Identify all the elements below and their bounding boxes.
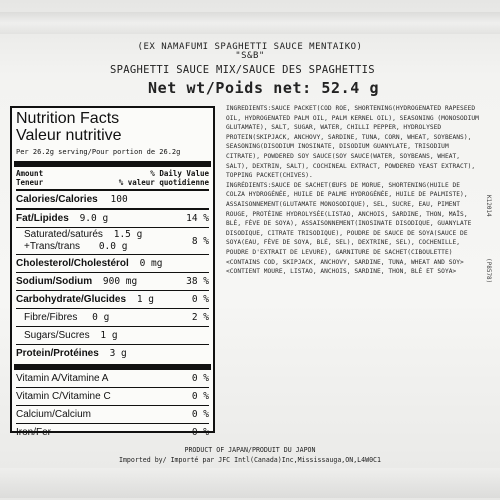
serving-size: Per 26.2g serving/Pour portion de 26.2g — [16, 148, 181, 156]
calories-row — [16, 191, 209, 208]
daily-value-label-fr: % valeur quotidienne — [118, 178, 209, 187]
carbohydrate-label: Carbohydrate/Glucides — [16, 294, 127, 305]
calories-value: 100 — [110, 194, 128, 205]
calcium-label: Calcium/Calcium — [16, 409, 92, 420]
net-weight: Net wt/Poids net: 52.4 g — [148, 79, 380, 97]
carbohydrate-row — [16, 291, 209, 308]
fat-value: 9.0 g — [79, 213, 109, 224]
package-crease-bottom — [0, 468, 500, 498]
calcium-pct: 0 % — [191, 409, 209, 420]
vitamin-c-row — [16, 388, 209, 405]
ingredients-en: INGREDIENTS:SAUCE PACKET(COD ROE, SHORTENING(HYDROGENATED RAPESEED OIL, HYDROGENATED PALM OIL, PALM KERNEL OIL), SEASONING (MONOSODIUM GLUTAMATE), SALT, SUGAR, WATER, CHILLI PEPPER, HYDROLYSED PROTEIN(SKIPJACK, ANCHOVY, SARDINE, TUNA, CORN, WHEAT, SOYBEANS), SEASONING(DISODIUM INOSINATE, DISODIUM GUANYLATE, TRISODIUM CITRATE), POWDERED SOY SAUCE(SOY SAUCE(WATER, SOYBEANS, WHEAT, SALT), DEXTRIN, SALT), COCHINEAL EXTRACT, POWDERED YEAST EXTRACT), TOPPING PACKET(CHIVES). — [226, 105, 479, 180]
saturated-label: Saturated/saturés — [24, 229, 103, 240]
sodium-pct: 38 % — [186, 276, 209, 287]
cholesterol-label: Cholesterol/Cholestérol — [16, 258, 129, 269]
brand-name: "S&B" — [235, 51, 265, 61]
vitamin-a-label: Vitamin A/Vitamine A — [16, 373, 109, 384]
iron-pct: 0 % — [191, 427, 209, 438]
nutrition-facts-panel — [10, 106, 215, 438]
protein-row — [16, 345, 209, 362]
fibre-row — [16, 309, 209, 326]
package-crease — [0, 12, 500, 34]
vitamin-c-label: Vitamin C/Vitamine C — [16, 391, 111, 402]
country-of-origin: PRODUCT OF JAPAN/PRODUIT DU JAPON — [184, 446, 316, 454]
vitamin-a-pct: 0 % — [191, 373, 209, 384]
carbohydrate-value: 1 g — [136, 294, 154, 305]
fat-pct: 14 % — [186, 213, 209, 224]
fibre-label: Fibre/Fibres — [24, 312, 78, 323]
importer-info: Imported by/ Importé par JFC Intl(Canada)Inc,Mississauga,ON,L4W0C1 — [118, 456, 381, 464]
protein-label: Protein/Protéines — [16, 348, 99, 359]
fat-label: Fat/Lipides — [16, 213, 69, 224]
sugars-row — [16, 327, 209, 344]
amount-header — [16, 167, 209, 189]
allergens-fr: <CONTIENT MOURE, LISTAO, ANCHOIS, SARDINE, THON, BLÉ ET SOYA> — [226, 268, 457, 276]
amount-label-fr: Teneur — [16, 178, 44, 187]
protein-value: 3 g — [109, 348, 127, 359]
sugars-value: 1 g — [100, 330, 118, 341]
saturated-value: 1.5 g — [113, 229, 143, 240]
sodium-value: 900 mg — [102, 276, 138, 287]
product-code: (P8578) — [485, 258, 492, 284]
saturated-trans-row — [16, 228, 209, 254]
ingredients-block — [226, 104, 481, 277]
iron-label: Iron/Fer — [16, 427, 52, 438]
saturated-pct: 8 % — [191, 235, 209, 247]
sodium-label: Sodium/Sodium — [16, 276, 93, 287]
cholesterol-row — [16, 255, 209, 272]
lot-code: K12014 — [485, 195, 492, 217]
product-subtitle: (EX NAMAFUMI SPAGHETTI SAUCE MENTAIKO) — [137, 42, 363, 52]
fibre-pct: 2 % — [191, 312, 209, 323]
amount-label-en: Amount — [16, 169, 44, 178]
ingredients-fr: INGRÉDIENTS:SAUCE DE SACHET(ŒUFS DE MORUE, SHORTENING(HUILE DE COLZA HYDROGÉNÉE, HUILE DE PALME HYDROGÉNÉE, HUILE DE PALMISTE), ASSAISONNEMENT(GLUTAMATE MONOSODIQUE), SEL, SUCRE, EAU, PIMENT ROUGE, PROTÉINE HYDROLYSÉE(LISTAO, ANCHOIS, SARDINE, THON, MAÏS, BLÉ, FÈVE DE SOYA), ASSAISONNEMENT(INOSINATE DISODIQUE, GUANYLATE DISODIQUE, CITRATE TRISODIQUE), POUDRE DE SAUCE DE SOYA(SAUCE DE SOYA(EAU, FÈVE DE SOYA, BLÉ, SEL), DEXTRINE, SEL), COCHENILLE, POUDRE D'EXTRAIT DE LEVURE), GARNITURE DE SACHET(CIBOULETTE) — [226, 181, 472, 256]
calories-label: Calories/Calories — [16, 194, 98, 205]
daily-value-label-en: % Daily Value — [150, 169, 209, 178]
sodium-row — [16, 273, 209, 290]
trans-label: +Trans/trans — [24, 241, 81, 252]
product-name: SPAGHETTI SAUCE MIX/SAUCE DES SPAGHETTIS — [110, 64, 375, 76]
carbohydrate-pct: 0 % — [191, 294, 209, 305]
cholesterol-value: 0 mg — [139, 258, 163, 269]
vitamin-a-row — [16, 370, 209, 387]
nutrition-title-en: Nutrition Facts — [16, 110, 120, 127]
calcium-row — [16, 406, 209, 423]
sugars-label: Sugars/Sucres — [24, 330, 90, 341]
allergens-en: <CONTAINS COD, SKIPJACK, ANCHOVY, SARDINE, TUNA, WHEAT AND SOY> — [226, 258, 464, 266]
vitamin-c-pct: 0 % — [191, 391, 209, 402]
iron-row — [16, 424, 209, 441]
fibre-value: 0 g — [92, 312, 110, 323]
nutrition-title-fr: Valeur nutritive — [16, 127, 122, 144]
trans-value: 0.0 g — [98, 241, 128, 252]
fat-row — [16, 210, 209, 227]
